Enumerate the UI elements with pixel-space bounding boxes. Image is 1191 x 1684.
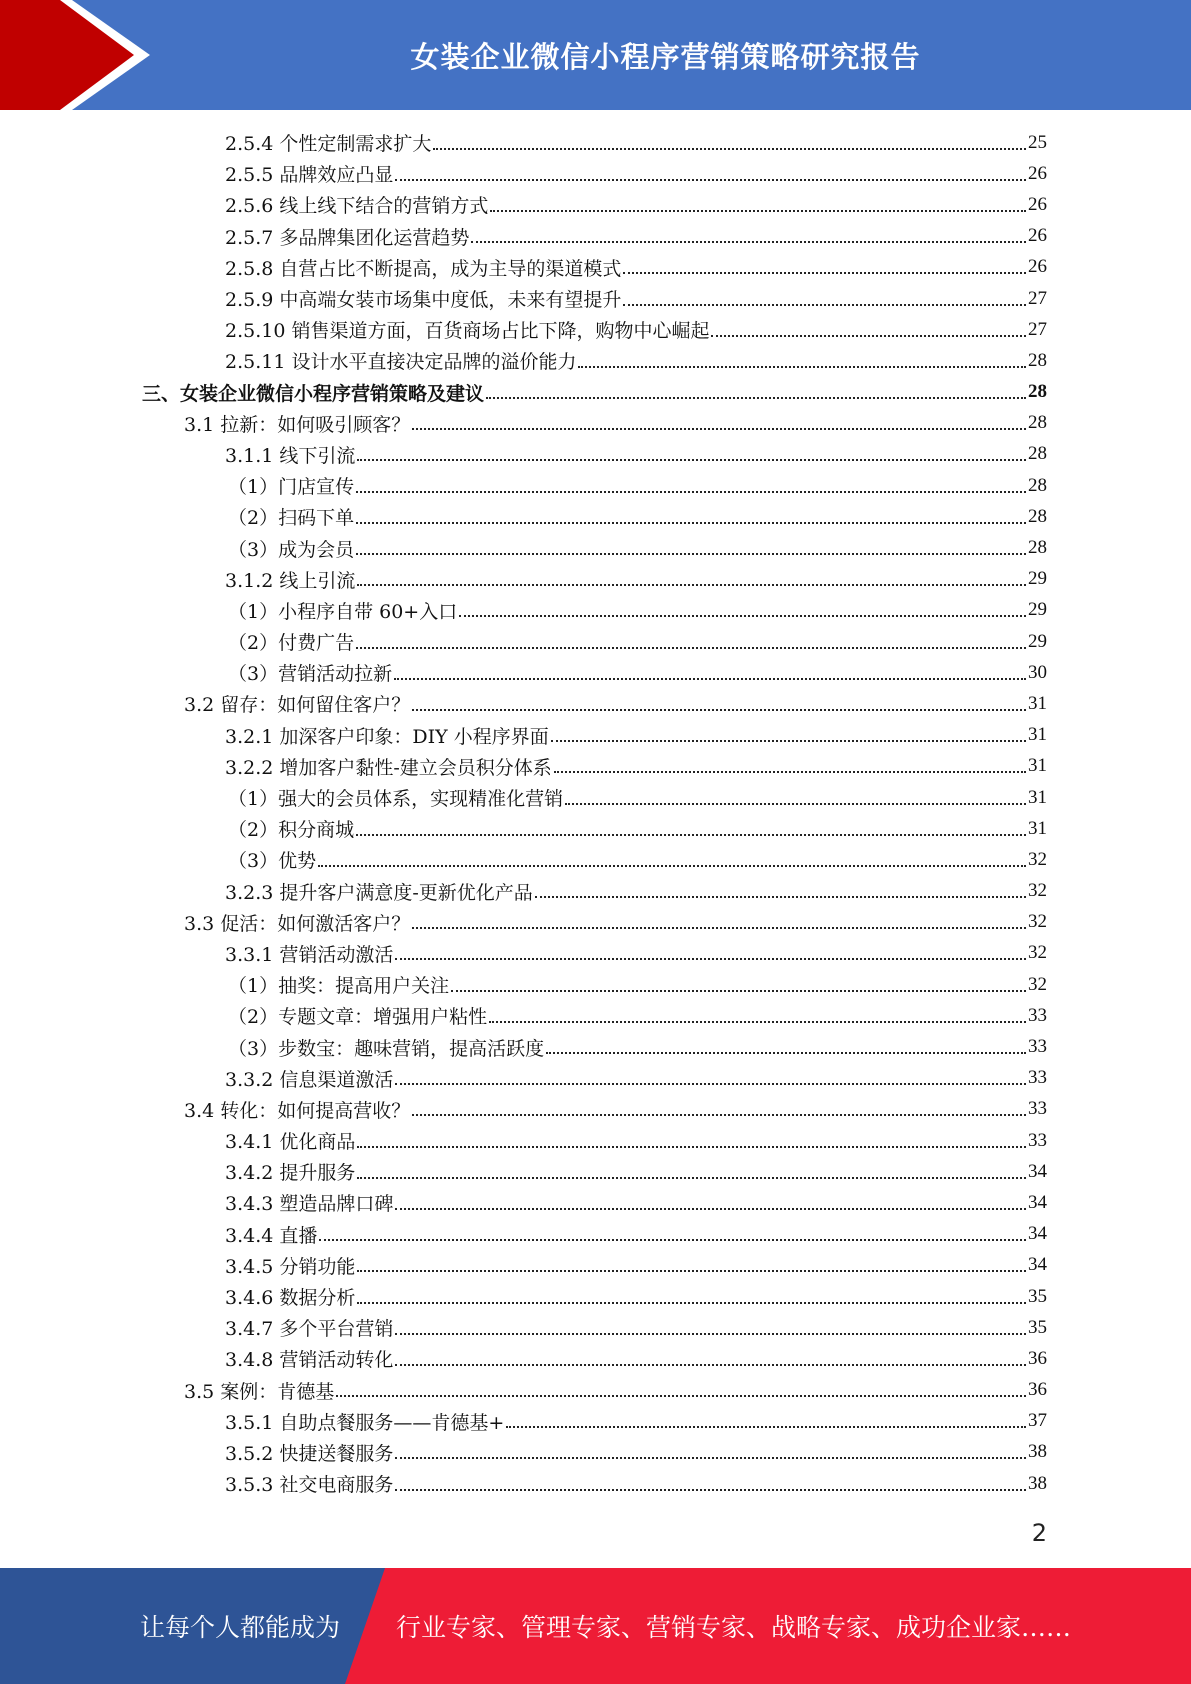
toc-entry[interactable] bbox=[0, 688, 1191, 719]
toc-dot-leader bbox=[565, 803, 1026, 805]
toc-dot-leader bbox=[486, 397, 1026, 399]
toc-entry[interactable] bbox=[0, 532, 1191, 563]
toc-entry-title: 3.5.1 自助点餐服务——肯德基+ bbox=[225, 1411, 505, 1434]
toc-entry[interactable] bbox=[0, 1281, 1191, 1312]
toc-entry-page: 32 bbox=[1028, 848, 1047, 870]
toc-entry-title: 3.5.2 快捷送餐服务 bbox=[225, 1442, 394, 1465]
toc-entry[interactable] bbox=[0, 1343, 1191, 1374]
toc-entry-title: （2）扫码下单 bbox=[228, 507, 355, 530]
toc-entry-page: 33 bbox=[1028, 1098, 1047, 1120]
toc-entry[interactable] bbox=[0, 782, 1191, 813]
toc-dot-leader bbox=[356, 522, 1026, 524]
toc-entry-title: 3.5.3 社交电商服务 bbox=[225, 1474, 394, 1497]
chevron-arrow-icon bbox=[0, 0, 160, 110]
toc-entry-page: 34 bbox=[1028, 1160, 1047, 1182]
toc-entry-page: 31 bbox=[1028, 817, 1047, 839]
toc-entry[interactable] bbox=[0, 876, 1191, 907]
toc-dot-leader bbox=[395, 179, 1026, 181]
toc-entry[interactable] bbox=[0, 189, 1191, 220]
toc-dot-leader bbox=[578, 366, 1026, 368]
toc-dot-leader bbox=[357, 1270, 1026, 1272]
toc-entry[interactable] bbox=[0, 345, 1191, 376]
toc-dot-leader bbox=[490, 210, 1026, 212]
toc-entry[interactable] bbox=[0, 751, 1191, 782]
toc-entry[interactable] bbox=[0, 221, 1191, 252]
document-title: 女装企业微信小程序营销策略研究报告 bbox=[410, 39, 921, 74]
toc-entry-page: 37 bbox=[1028, 1410, 1047, 1432]
toc-entry-page: 26 bbox=[1028, 225, 1047, 247]
toc-dot-leader bbox=[546, 1052, 1026, 1054]
toc-entry-title: 2.5.11 设计水平直接决定品牌的溢价能力 bbox=[225, 351, 577, 374]
toc-entry-page: 32 bbox=[1028, 973, 1047, 995]
toc-entry-title: 3.1 拉新：如何吸引顾客？ bbox=[184, 413, 411, 436]
toc-entry[interactable] bbox=[0, 1156, 1191, 1187]
toc-entry-title: 3.2.1 加深客户印象：DIY 小程序界面 bbox=[225, 725, 549, 748]
toc-entry-title: 2.5.6 线上线下结合的营销方式 bbox=[225, 195, 489, 218]
toc-dot-leader bbox=[319, 1239, 1026, 1241]
toc-entry-page: 29 bbox=[1028, 568, 1047, 590]
toc-dot-leader bbox=[412, 1114, 1026, 1116]
toc-entry-page: 35 bbox=[1028, 1285, 1047, 1307]
toc-entry[interactable] bbox=[0, 595, 1191, 626]
toc-entry[interactable] bbox=[0, 1000, 1191, 1031]
toc-dot-leader bbox=[433, 148, 1026, 150]
toc-entry-title: 2.5.8 自营占比不断提高，成为主导的渠道模式 bbox=[225, 257, 622, 280]
toc-entry-page: 27 bbox=[1028, 287, 1047, 309]
toc-entry-title: 2.5.9 中高端女装市场集中度低，未来有望提升 bbox=[225, 289, 622, 312]
toc-dot-leader bbox=[412, 927, 1026, 929]
page-number: 2 bbox=[1031, 1519, 1047, 1547]
toc-entry[interactable] bbox=[0, 626, 1191, 657]
toc-dot-leader bbox=[395, 1457, 1026, 1459]
toc-dot-leader bbox=[356, 647, 1026, 649]
toc-entry[interactable] bbox=[0, 314, 1191, 345]
toc-entry[interactable] bbox=[0, 813, 1191, 844]
toc-entry-page: 38 bbox=[1028, 1472, 1047, 1494]
toc-entry-page: 29 bbox=[1028, 630, 1047, 652]
toc-entry-title: （2）付费广告 bbox=[228, 632, 355, 655]
toc-entry[interactable] bbox=[0, 1250, 1191, 1281]
toc-entry[interactable] bbox=[0, 439, 1191, 470]
toc-entry-title: （1）小程序自带 60+入口 bbox=[228, 600, 458, 623]
toc-entry-page: 32 bbox=[1028, 880, 1047, 902]
toc-dot-leader bbox=[554, 771, 1026, 773]
toc-dot-leader bbox=[711, 335, 1026, 337]
toc-entry[interactable] bbox=[0, 158, 1191, 189]
toc-entry-title: （3）步数宝：趣味营销，提高活跃度 bbox=[228, 1037, 545, 1060]
toc-entry-page: 33 bbox=[1028, 1067, 1047, 1089]
toc-entry[interactable] bbox=[0, 408, 1191, 439]
toc-entry[interactable] bbox=[0, 938, 1191, 969]
toc-entry-title: （3）成为会员 bbox=[228, 538, 355, 561]
toc-dot-leader bbox=[459, 615, 1026, 617]
toc-entry[interactable] bbox=[0, 377, 1191, 408]
toc-entry[interactable] bbox=[0, 1437, 1191, 1468]
toc-entry-page: 34 bbox=[1028, 1254, 1047, 1276]
toc-dot-leader bbox=[623, 272, 1026, 274]
toc-dot-leader bbox=[395, 1333, 1026, 1335]
toc-entry-title: 3.4.7 多个平台营销 bbox=[225, 1318, 394, 1341]
toc-entry-title: 3.1.2 线上引流 bbox=[225, 569, 356, 592]
toc-entry-title: 3.4.5 分销功能 bbox=[225, 1255, 356, 1278]
toc-entry[interactable] bbox=[0, 844, 1191, 875]
toc-entry[interactable] bbox=[0, 657, 1191, 688]
toc-dot-leader bbox=[357, 459, 1026, 461]
toc-dot-leader bbox=[357, 1177, 1026, 1179]
toc-entry-page: 27 bbox=[1028, 318, 1047, 340]
toc-dot-leader bbox=[551, 740, 1026, 742]
toc-entry-page: 36 bbox=[1028, 1379, 1047, 1401]
toc-entry[interactable] bbox=[0, 1187, 1191, 1218]
toc-entry[interactable] bbox=[0, 470, 1191, 501]
page-header bbox=[0, 0, 1191, 110]
toc-dot-leader bbox=[356, 834, 1026, 836]
toc-dot-leader bbox=[412, 709, 1026, 711]
toc-dot-leader bbox=[412, 428, 1026, 430]
toc-entry-page: 35 bbox=[1028, 1316, 1047, 1338]
toc-dot-leader bbox=[356, 553, 1026, 555]
toc-dot-leader bbox=[395, 958, 1026, 960]
table-of-contents bbox=[0, 127, 1191, 1499]
toc-dot-leader bbox=[451, 990, 1026, 992]
toc-entry-title: （3）优势 bbox=[228, 850, 317, 873]
toc-entry-page: 28 bbox=[1028, 412, 1047, 434]
toc-entry[interactable] bbox=[0, 1094, 1191, 1125]
toc-dot-leader bbox=[395, 1083, 1026, 1085]
toc-entry-page: 32 bbox=[1028, 942, 1047, 964]
toc-entry-page: 28 bbox=[1028, 474, 1047, 496]
toc-entry-page: 26 bbox=[1028, 256, 1047, 278]
toc-entry-page: 29 bbox=[1028, 599, 1047, 621]
toc-entry-page: 33 bbox=[1028, 1036, 1047, 1058]
toc-entry-page: 38 bbox=[1028, 1441, 1047, 1463]
toc-dot-leader bbox=[471, 241, 1026, 243]
toc-entry-title: 3.2.2 增加客户黏性-建立会员积分体系 bbox=[225, 756, 552, 779]
toc-dot-leader bbox=[356, 491, 1026, 493]
toc-entry-page: 36 bbox=[1028, 1347, 1047, 1369]
toc-entry-title: 3.4.8 营销活动转化 bbox=[225, 1349, 394, 1372]
toc-entry-page: 28 bbox=[1028, 537, 1047, 559]
toc-entry[interactable] bbox=[0, 969, 1191, 1000]
toc-entry-page: 31 bbox=[1028, 692, 1047, 714]
toc-entry-page: 31 bbox=[1028, 755, 1047, 777]
toc-entry-title: 3.4 转化：如何提高营收？ bbox=[184, 1099, 411, 1122]
toc-entry-title: 3.4.1 优化商品 bbox=[225, 1131, 356, 1154]
toc-entry-title: 3.2 留存：如何留住客户？ bbox=[184, 694, 411, 717]
toc-dot-leader bbox=[357, 584, 1026, 586]
toc-dot-leader bbox=[535, 896, 1026, 898]
toc-entry[interactable] bbox=[0, 1375, 1191, 1406]
toc-entry-page: 33 bbox=[1028, 1129, 1047, 1151]
toc-dot-leader bbox=[395, 1364, 1026, 1366]
toc-entry-title: 3.4.4 直播 bbox=[225, 1224, 318, 1247]
footer-slogan-left: 让每个人都能成为 bbox=[140, 1613, 341, 1642]
toc-entry-title: （2）专题文章：增强用户粘性 bbox=[228, 1006, 488, 1029]
toc-entry-page: 25 bbox=[1028, 131, 1047, 153]
toc-entry-title: 3.4.6 数据分析 bbox=[225, 1287, 356, 1310]
toc-entry-title: 3.4.2 提升服务 bbox=[225, 1162, 356, 1185]
toc-entry-page: 26 bbox=[1028, 193, 1047, 215]
toc-dot-leader bbox=[395, 1208, 1026, 1210]
toc-entry[interactable] bbox=[0, 1125, 1191, 1156]
toc-entry-title: （3）营销活动拉新 bbox=[228, 663, 393, 686]
toc-entry[interactable] bbox=[0, 907, 1191, 938]
toc-dot-leader bbox=[506, 1426, 1026, 1428]
toc-entry-title: （2）积分商城 bbox=[228, 819, 355, 842]
toc-entry-title: 3.4.3 塑造品牌口碑 bbox=[225, 1193, 394, 1216]
toc-entry-title: 三、女装企业微信小程序营销策略及建议 bbox=[142, 382, 485, 405]
toc-entry-page: 28 bbox=[1028, 349, 1047, 371]
toc-dot-leader bbox=[489, 1021, 1026, 1023]
toc-entry[interactable] bbox=[0, 720, 1191, 751]
toc-entry-page: 32 bbox=[1028, 911, 1047, 933]
toc-entry-title: （1）门店宣传 bbox=[228, 476, 355, 499]
toc-entry-title: 3.3.2 信息渠道激活 bbox=[225, 1068, 394, 1091]
footer-slogan-right: 行业专家、管理专家、营销专家、战略专家、成功企业家…… bbox=[396, 1613, 1072, 1642]
toc-dot-leader bbox=[395, 1489, 1026, 1491]
toc-entry[interactable] bbox=[0, 283, 1191, 314]
toc-entry-page: 34 bbox=[1028, 1191, 1047, 1213]
toc-entry-page: 28 bbox=[1028, 505, 1047, 527]
toc-entry-title: 2.5.5 品牌效应凸显 bbox=[225, 164, 394, 187]
toc-dot-leader bbox=[623, 304, 1026, 306]
toc-entry[interactable] bbox=[0, 1406, 1191, 1437]
toc-entry-page: 31 bbox=[1028, 724, 1047, 746]
toc-entry-title: 2.5.4 个性定制需求扩大 bbox=[225, 133, 432, 156]
page-footer bbox=[0, 1568, 1191, 1684]
toc-dot-leader bbox=[357, 1146, 1026, 1148]
toc-dot-leader bbox=[394, 678, 1026, 680]
toc-entry-title: 2.5.7 多品牌集团化运营趋势 bbox=[225, 226, 470, 249]
toc-entry[interactable] bbox=[0, 501, 1191, 532]
toc-entry[interactable] bbox=[0, 252, 1191, 283]
toc-entry[interactable] bbox=[0, 1031, 1191, 1062]
toc-entry-title: 3.1.1 线下引流 bbox=[225, 444, 356, 467]
toc-entry-title: （1）抽奖：提高用户关注 bbox=[228, 975, 450, 998]
toc-entry-page: 28 bbox=[1028, 443, 1047, 465]
toc-entry-page: 28 bbox=[1028, 381, 1047, 403]
toc-entry-page: 31 bbox=[1028, 786, 1047, 808]
toc-dot-leader bbox=[318, 865, 1026, 867]
toc-entry-title: （1）强大的会员体系，实现精准化营销 bbox=[228, 788, 564, 811]
toc-entry[interactable] bbox=[0, 564, 1191, 595]
toc-entry-title: 3.3 促活：如何激活客户？ bbox=[184, 912, 411, 935]
toc-entry[interactable] bbox=[0, 1063, 1191, 1094]
toc-dot-leader bbox=[357, 1302, 1026, 1304]
toc-entry-title: 3.5 案例：肯德基 bbox=[184, 1380, 335, 1403]
toc-entry-page: 30 bbox=[1028, 661, 1047, 683]
toc-entry[interactable] bbox=[0, 1219, 1191, 1250]
toc-entry-page: 33 bbox=[1028, 1004, 1047, 1026]
toc-entry-title: 3.3.1 营销活动激活 bbox=[225, 943, 394, 966]
toc-entry-page: 34 bbox=[1028, 1223, 1047, 1245]
toc-entry-title: 2.5.10 销售渠道方面，百货商场占比下降，购物中心崛起 bbox=[225, 320, 710, 343]
toc-entry[interactable] bbox=[0, 127, 1191, 158]
toc-entry-page: 26 bbox=[1028, 162, 1047, 184]
toc-dot-leader bbox=[336, 1395, 1026, 1397]
toc-entry-title: 3.2.3 提升客户满意度-更新优化产品 bbox=[225, 881, 533, 904]
toc-entry[interactable] bbox=[0, 1468, 1191, 1499]
toc-entry[interactable] bbox=[0, 1312, 1191, 1343]
